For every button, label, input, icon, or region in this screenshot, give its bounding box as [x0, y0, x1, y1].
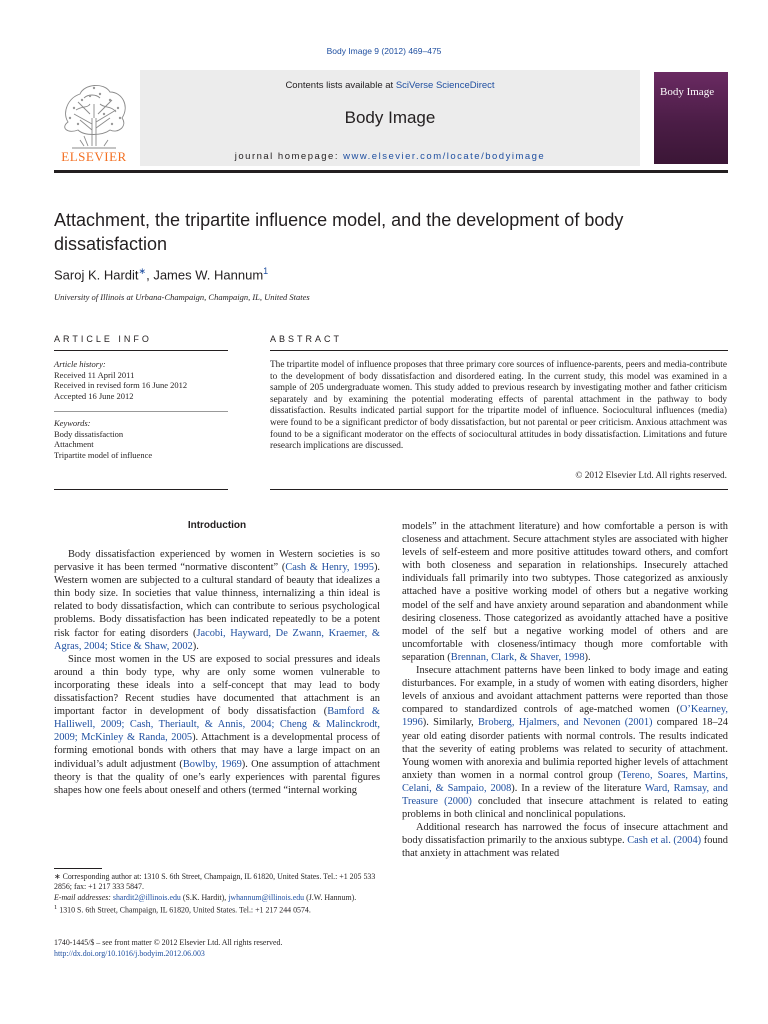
email-footnote: [54, 893, 380, 903]
article-history: [54, 359, 234, 402]
text-run: 1310 S. 6th Street, Champaign, IL 61820, United States. Tel.: +1 217 244 0574.: [57, 905, 311, 915]
text-run: (J.W. Hannum).: [304, 892, 357, 902]
contents-line: [140, 80, 640, 91]
text-run: compared 18–24 year old eating disorder patients with normal controls. The results indicated that the severity of eating problems was related to security of attachment. Young women with anorexia and bulimia reported higher levels of attachment anxiety than women in a normal control group (: [402, 717, 728, 781]
homepage-link[interactable]: www.elsevier.com/locate/bodyimage: [343, 151, 546, 162]
footnote-mark: ∗: [54, 872, 61, 881]
keyword-item: Body dissatisfaction: [54, 428, 124, 439]
citation-link[interactable]: Broberg, Hjalmers, and Nevonen (2001): [478, 717, 653, 729]
homepage-prefix: journal homepage:: [234, 151, 344, 162]
corresponding-author-footnote: [54, 872, 380, 893]
citation-link[interactable]: O’Kearney, 1996: [402, 704, 728, 729]
text-run: ). One assumption of attachment theory is that the quality of one’s early experiences with parental figures shapes how one feels about oneself and others (termed “internal working: [54, 758, 380, 796]
abstract-copyright: © 2012 Elsevier Ltd. All rights reserved.: [575, 471, 727, 481]
citation-link[interactable]: Tereno, Soares, Martins, Celani, & Sampaio, 2008: [402, 769, 728, 794]
keyword-item: Attachment: [54, 439, 94, 450]
affiliation: University of Illinois at Urbana-Champaign, Champaign, IL, United States: [54, 292, 310, 302]
text-run: concluded that insecure attachment is related to eating problems in both clinical and nonclinical populations.: [402, 795, 728, 821]
author-line: [54, 266, 714, 282]
abstract-bottom-rule: [270, 489, 728, 490]
paragraph: [54, 653, 380, 797]
info-bottom-rule: [54, 489, 228, 490]
doi-link[interactable]: http://dx.doi.org/10.1016/j.bodyim.2012.06.003: [54, 949, 205, 958]
text-run: ).: [584, 651, 591, 663]
keywords-label: Keywords:: [54, 418, 91, 428]
email-link[interactable]: shardit2@illinois.edu: [112, 892, 181, 902]
citation-link[interactable]: Cash & Henry, 1995: [285, 562, 374, 574]
text-run: found that anxiety in attachment was related: [402, 835, 728, 860]
text-run: ). Attachment is a developmental process of forming emotional bonds with others that may have a large impact on an individual’s adult adjustment (: [54, 732, 380, 770]
elsevier-wordmark: ELSEVIER: [61, 149, 127, 164]
text-run: (S.K. Hardit),: [180, 892, 229, 902]
paragraph: [402, 520, 728, 664]
paragraph: [402, 664, 728, 821]
accepted-date: Accepted 16 June 2012: [54, 391, 134, 402]
email-link[interactable]: jwhannum@illinois.edu: [228, 892, 305, 902]
paragraph: [402, 821, 728, 860]
article-info-rule: [54, 350, 228, 351]
keyword-item: Tripartite model of influence: [54, 450, 153, 461]
email-label: E-mail addresses:: [54, 892, 111, 902]
cover-title: Body Image: [660, 86, 715, 98]
citation-link[interactable]: Bowlby, 1969: [182, 758, 242, 770]
abstract-heading: ABSTRACT: [270, 334, 343, 344]
contents-prefix: Contents lists available at: [285, 80, 396, 91]
citation-link[interactable]: Cash et al. (2004): [627, 835, 702, 847]
citation-link[interactable]: Brennan, Clark, & Shaver, 1998: [450, 651, 585, 663]
introduction-heading: Introduction: [187, 520, 247, 531]
left-column: [54, 548, 380, 797]
issn-line: 1740-1445/$ – see front matter © 2012 Elsevier Ltd. All rights reserved.: [54, 938, 283, 947]
sciencedirect-link[interactable]: SciVerse ScienceDirect: [395, 80, 495, 91]
text-run: Since most women in the US are exposed to social pressures and ideals around a thin body type, why are only some women vulnerable to incorporating these ideals into a self-concept that may lead to body dissatisfaction? Recent studies have documented that attachment is an important factor in development of body dissatisfaction (: [54, 653, 380, 718]
journal-citation[interactable]: Body Image 9 (2012) 469–475: [326, 46, 442, 56]
received-date: Received 11 April 2011: [54, 369, 135, 380]
abstract-text: The tripartite model of influence proposes that three primary core sources of influence-parents, peers and media-contribute to the development of body dissatisfaction and disordered eating. In the current study, this model was examined in a sample of 205 undergraduate women. This study added to previous research by investigating mother and father criticism separately and by examining the potential moderating effects of parental attachment in the pathway to body dissatisfaction. Results indicated partial support for the tripartite model of influence. Sociocultural influences (media) were found to be a significant predictor of body dissatisfaction, but not parental or peer criticism. Anxious attachment was found to be a significant moderator on the effects of sociocultural attitudes in body dissatisfaction. Limitations and future research implications are discussed.: [270, 360, 727, 452]
text-run: ). Similarly,: [422, 717, 478, 729]
text-run: Insecure attachment patterns have been linked to body image and eating disturbances. For example, in a study of women with eating disorders, higher levels of anxious and avoidant attachment patterns were reported than those compared to standardized controls of age-matched women (: [402, 665, 728, 716]
journal-name: Body Image: [344, 108, 436, 127]
author-address-footnote: [54, 903, 380, 916]
header-divider: [54, 170, 728, 173]
text-run: models” in the attachment literature) and how comfortable a person is with closeness and attachment. Secure attachment styles are associated with higher levels of self-esteem and more positive attitudes toward others, and comfort with both closeness and separation in relationships. Insecurely attached individuals fall primarily into two subtypes. Those categorized as anxiously attached have a positive working model of others but a negative working model of the self and have anxiety around separation and abandonment while desiring closeness. Those categorized as avoidantly attached have a positive model of the self but a negative working model of others and are uncomfortable with closeness/intimacy though more comfortable with separation (: [402, 521, 728, 663]
abstract-rule: [270, 350, 728, 351]
paragraph: [54, 548, 380, 653]
footnotes: [54, 872, 380, 916]
keywords-rule: [54, 411, 228, 412]
citation-link[interactable]: Bamford & Halliwell, 2009; Cash, Theriault, & Annis, 2004; Cheng & Malinckrodt, 2009; McKinley & Randa, 2005: [54, 706, 381, 744]
text-run: ).: [192, 640, 199, 652]
bottom-metadata: [54, 937, 454, 959]
author-2: James W. Hannum: [153, 267, 264, 283]
text-run: Corresponding author at: 1310 S. 6th Street, Champaign, IL 61820, United States. Tel.: +1 205 533 2856; fax: +1 217 333 5847.: [54, 872, 376, 892]
revised-date: Received in revised form 16 June 2012: [54, 380, 188, 391]
author-1-footnote-mark[interactable]: ∗: [138, 266, 147, 276]
text-run: ). In a review of the literature: [511, 782, 645, 794]
author-2-footnote-mark[interactable]: 1: [263, 266, 269, 276]
homepage-line: [140, 151, 640, 162]
citation-link[interactable]: Ward, Ramsay, and Treasure (2000): [402, 782, 728, 807]
footnote-rule: [54, 868, 102, 869]
footnote-mark: 1: [54, 903, 58, 911]
text-run: ). Western women are subjected to a cultural standard of beauty that idealizes a thin body size. In societies that value thinness, internalizing a thin ideal is related to body dissatisfaction, which can contribute to serious psychological problems. Body dissatisfaction has been indicated repeatedly to be a potent risk factor for eating disorders (: [54, 562, 381, 639]
right-column: [402, 520, 728, 860]
author-separator: ,: [146, 267, 154, 283]
author-1: Saroj K. Hardit: [54, 267, 139, 283]
text-run: Body dissatisfaction experienced by women in Western societies is so pervasive it has been termed “normative discontent” (: [54, 549, 380, 574]
article-title: Attachment, the tripartite influence model, and the development of body dissatisfaction: [54, 210, 624, 254]
citation-link[interactable]: Jacobi, Hayward, De Zwann, Kraemer, & Agras, 2004; Stice & Shaw, 2002: [54, 627, 380, 652]
article-info-heading: ARTICLE INFO: [54, 334, 152, 344]
text-run: Additional research has narrowed the focus of insecure attachment and body dissatisfaction primarily to the anxious subtype.: [402, 822, 728, 847]
keywords-block: [54, 418, 234, 461]
article-history-label: Article history:: [54, 359, 106, 369]
